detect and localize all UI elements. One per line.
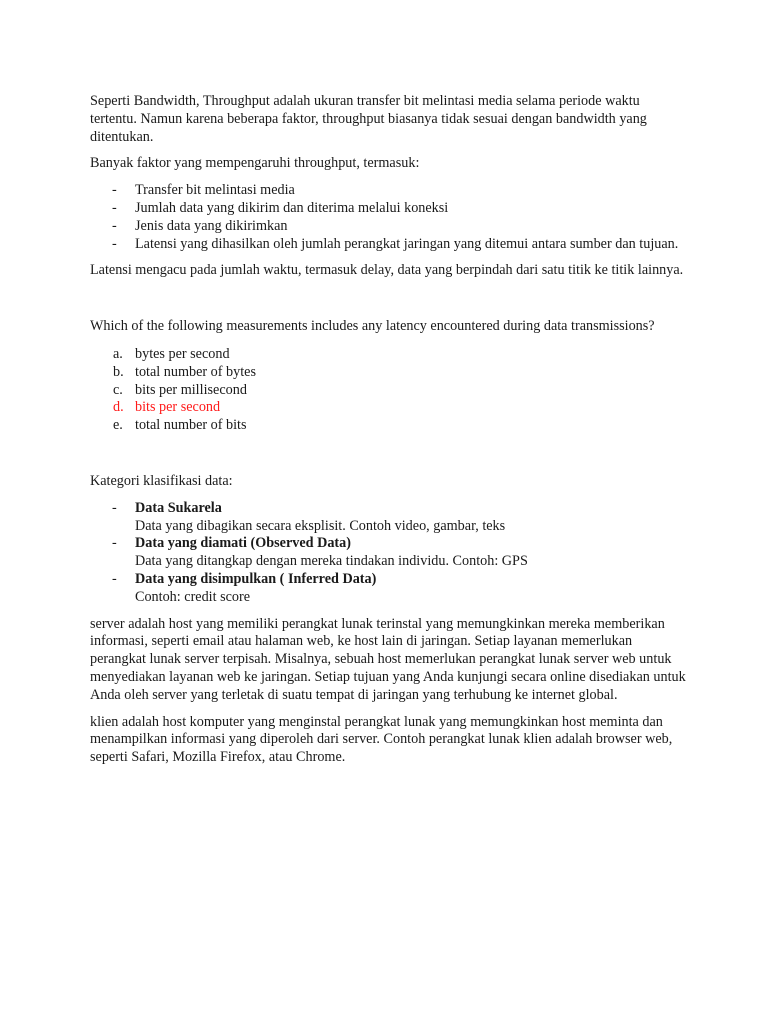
latency-paragraph: Latensi mengacu pada jumlah waktu, termasuk delay, data yang berpindah dari satu titik ke titik lainnya. (90, 262, 684, 279)
bullet-dash: - (112, 535, 117, 552)
option-letter: a. (113, 345, 123, 362)
answer-options (90, 346, 690, 435)
classification-lead: Kategori klasifikasi data: (90, 472, 233, 489)
classification-title: Data yang diamati (Observed Data) (135, 535, 351, 552)
bullet-dash: - (112, 217, 117, 234)
classification-desc: Data yang dibagikan secara eksplisit. Contoh video, gambar, teks (135, 517, 506, 534)
list-item (90, 200, 690, 218)
list-item (90, 500, 690, 536)
client-paragraph: klien adalah host komputer yang menginstal perangkat lunak yang memungkinkan host meminta dan menampilkan informasi yang diperoleh dari server. Contoh perangkat lunak klien adalah browser web, seperti Safari, Mozilla Firefox, atau Chrome. (90, 713, 673, 766)
option-text: bits per second (135, 399, 221, 416)
intro-paragraph: Seperti Bandwidth, Throughput adalah ukuran transfer bit melintasi media selama periode waktu tertentu. Namun karena beberapa faktor, throughput biasanya tidak sesuai dengan bandwidth yang ditentukan. (90, 93, 647, 145)
option-letter: e. (113, 417, 123, 434)
option-letter: d. (113, 399, 124, 416)
option-text: total number of bits (135, 417, 247, 434)
option-text: bits per millisecond (135, 381, 247, 398)
list-item (90, 535, 690, 571)
document-page (90, 93, 690, 767)
server-paragraph: server adalah host yang memiliki perangkat lunak terinstal yang memungkinkan mereka memberikan informasi, seperti email atau halaman web, ke host lain di jaringan. Setiap layanan memerlukan perangkat lunak server terpisah. Misalnya, sebuah host memerlukan perangkat lunak server web untuk menyediakan layanan web ke jaringan. Setiap tujuan yang Anda kunjungi secara online disediakan untuk Anda oleh server yang terletak di suatu tempat di jaringan yang terhubung ke internet global. (90, 615, 686, 703)
classification-title: Data Sukarela (135, 499, 222, 516)
answer-option (90, 417, 690, 435)
bullet-dash: - (112, 182, 117, 199)
factor-text: Latensi yang dihasilkan oleh jumlah perangkat jaringan yang ditemui antara sumber dan tujuan. (135, 235, 679, 252)
list-item (90, 182, 690, 200)
list-item (90, 218, 690, 236)
answer-option (90, 346, 690, 364)
bullet-dash: - (112, 199, 117, 216)
factor-text: Transfer bit melintasi media (135, 182, 295, 199)
bullet-dash: - (112, 235, 117, 252)
factors-lead: Banyak faktor yang mempengaruhi throughput, termasuk: (90, 155, 420, 172)
answer-option (90, 364, 690, 382)
factor-text: Jumlah data yang dikirim dan diterima melalui koneksi (135, 199, 449, 216)
list-item (90, 236, 690, 254)
option-text: bytes per second (135, 345, 230, 362)
answer-option (90, 399, 690, 417)
option-text: total number of bytes (135, 363, 256, 380)
option-letter: c. (113, 381, 123, 398)
classification-desc: Contoh: credit score (135, 588, 251, 605)
bullet-dash: - (112, 570, 117, 587)
list-item (90, 571, 690, 607)
factors-list (90, 182, 690, 253)
classification-title: Data yang disimpulkan ( Inferred Data) (135, 570, 377, 587)
classification-desc: Data yang ditangkap dengan mereka tindakan individu. Contoh: GPS (135, 553, 528, 570)
option-letter: b. (113, 363, 124, 380)
answer-option (90, 382, 690, 400)
factor-text: Jenis data yang dikirimkan (135, 217, 288, 234)
bullet-dash: - (112, 499, 117, 516)
question-text: Which of the following measurements includes any latency encountered during data transmissions? (90, 318, 655, 335)
classification-list (90, 500, 690, 607)
